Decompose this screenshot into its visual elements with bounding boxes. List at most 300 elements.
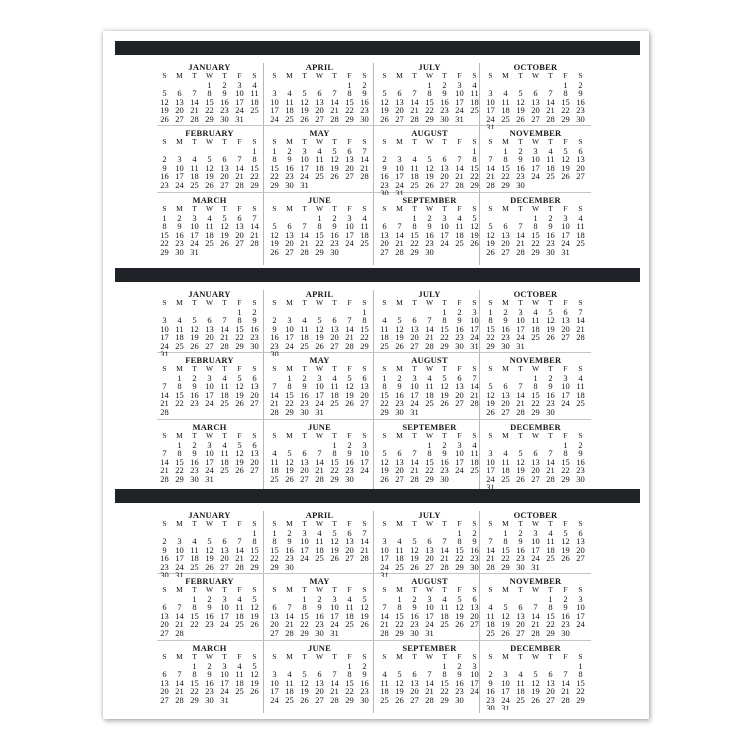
month-name: OCTOBER <box>513 290 558 299</box>
day: 15 <box>561 96 570 107</box>
day: 1 <box>503 527 508 538</box>
day: 27 <box>250 398 259 408</box>
day: 25 <box>315 553 324 563</box>
month-june <box>267 423 372 489</box>
day: 8 <box>412 221 417 231</box>
day: 26 <box>300 694 309 705</box>
weekday-header: S <box>488 519 493 528</box>
day: 14 <box>516 389 525 400</box>
day-grid <box>157 586 262 637</box>
day: 29 <box>561 473 570 484</box>
day: 23 <box>440 465 449 475</box>
weekday-header: M <box>502 431 509 440</box>
day: 4 <box>272 448 277 458</box>
day: 25 <box>360 238 369 248</box>
day: 13 <box>175 96 184 107</box>
day-grid <box>157 138 262 189</box>
weekday-header: T <box>222 298 227 307</box>
weekday-header: F <box>563 364 568 373</box>
day: 6 <box>317 669 322 679</box>
month-name: APRIL <box>305 511 334 520</box>
weekday-header: M <box>286 298 293 307</box>
day: 16 <box>395 389 404 400</box>
day: 26 <box>531 694 540 705</box>
day: 13 <box>205 323 214 334</box>
day: 10 <box>315 381 324 391</box>
weekday-header: T <box>548 519 553 528</box>
weekday-header: W <box>425 585 434 594</box>
day: 11 <box>205 221 214 231</box>
day: 21 <box>235 553 244 563</box>
day: 12 <box>360 602 369 612</box>
day: 2 <box>518 527 523 538</box>
day: 26 <box>440 398 449 408</box>
month-name: FEBRUARY <box>185 577 234 586</box>
day: 16 <box>470 544 479 555</box>
day: 2 <box>362 660 367 671</box>
day: 13 <box>315 677 324 688</box>
day: 2 <box>272 315 277 325</box>
day: 20 <box>235 229 244 240</box>
day: 23 <box>360 686 369 696</box>
day: 13 <box>360 381 369 391</box>
day: 17 <box>410 389 419 400</box>
weekday-header: F <box>347 431 352 440</box>
day: 7 <box>177 602 182 612</box>
day: 31 <box>531 561 540 572</box>
weekday-header: T <box>518 519 523 528</box>
day: 22 <box>330 465 339 475</box>
day: 13 <box>531 456 540 467</box>
day: 26 <box>380 473 389 484</box>
weekday-header: S <box>252 364 257 373</box>
day: 7 <box>488 536 493 546</box>
day: 18 <box>576 229 585 240</box>
day: 1 <box>488 306 493 317</box>
day: 19 <box>561 162 570 173</box>
day: 28 <box>395 246 404 257</box>
day: 29 <box>330 473 339 484</box>
weekday-header: W <box>531 298 540 307</box>
day: 22 <box>486 332 495 342</box>
weekday-header: S <box>578 204 583 213</box>
weekday-header: S <box>472 204 477 213</box>
weekday-header: T <box>412 519 417 528</box>
day: 16 <box>190 456 199 467</box>
day: 5 <box>287 448 292 458</box>
weekday-header: S <box>162 652 167 661</box>
weekday-header: T <box>412 298 417 307</box>
day: 28 <box>531 627 540 638</box>
weekday-header: S <box>252 204 257 213</box>
day: 23 <box>220 105 229 115</box>
day: 1 <box>397 593 402 604</box>
day: 21 <box>531 619 540 629</box>
month-april <box>267 63 372 129</box>
day: 19 <box>270 238 279 248</box>
day: 2 <box>382 154 387 164</box>
day: 25 <box>501 473 510 484</box>
day: 10 <box>160 323 169 334</box>
day: 8 <box>317 221 322 231</box>
day: 31 <box>561 246 570 257</box>
day: 3 <box>237 79 242 90</box>
day: 15 <box>546 610 555 621</box>
weekday-header: T <box>518 652 523 661</box>
month-august <box>377 356 482 422</box>
month-name: SEPTEMBER <box>402 196 457 205</box>
day: 21 <box>486 171 495 181</box>
day: 13 <box>501 229 510 240</box>
weekday-header: F <box>347 364 352 373</box>
day: 25 <box>486 627 495 638</box>
day: 1 <box>412 212 417 223</box>
day: 30 <box>330 246 339 257</box>
day: 24 <box>531 171 540 181</box>
weekday-header: M <box>286 137 293 146</box>
day: 22 <box>470 171 479 181</box>
day: 22 <box>315 238 324 248</box>
day: 7 <box>237 154 242 164</box>
day: 21 <box>285 619 294 629</box>
day: 5 <box>442 372 447 383</box>
day: 20 <box>315 105 324 115</box>
day: 19 <box>345 389 354 400</box>
month-name: OCTOBER <box>513 511 558 520</box>
day: 27 <box>235 238 244 248</box>
day: 5 <box>332 145 337 156</box>
weekday-header: T <box>518 137 523 146</box>
day: 25 <box>440 619 449 629</box>
day: 28 <box>576 332 585 342</box>
weekday-header: F <box>237 652 242 661</box>
month-name: APRIL <box>305 290 334 299</box>
weekday-header: T <box>222 204 227 213</box>
day: 20 <box>220 171 229 181</box>
day: 22 <box>250 171 259 181</box>
weekday-header: S <box>252 71 257 80</box>
day: 24 <box>235 105 244 115</box>
day: 25 <box>516 694 525 705</box>
day: 15 <box>270 162 279 173</box>
weekday-header: T <box>518 431 523 440</box>
day: 1 <box>332 439 337 450</box>
weekday-header: F <box>347 137 352 146</box>
month-name: MAY <box>309 129 330 138</box>
day: 3 <box>563 212 568 223</box>
day: 21 <box>360 162 369 173</box>
day: 21 <box>470 389 479 400</box>
day: 28 <box>250 238 259 248</box>
day: 5 <box>563 527 568 538</box>
day-grid <box>267 520 372 571</box>
weekday-header: T <box>518 71 523 80</box>
month-june <box>267 196 372 262</box>
day: 15 <box>175 389 184 400</box>
day: 28 <box>561 694 570 705</box>
weekday-header: T <box>412 431 417 440</box>
weekday-header: S <box>162 585 167 594</box>
day: 23 <box>470 553 479 563</box>
day: 17 <box>486 105 495 115</box>
weekday-header: S <box>472 137 477 146</box>
day: 30 <box>425 246 434 257</box>
day: 4 <box>192 536 197 546</box>
day: 16 <box>486 686 495 696</box>
day: 5 <box>302 669 307 679</box>
day: 29 <box>486 340 495 351</box>
day: 29 <box>501 561 510 572</box>
day: 2 <box>222 79 227 90</box>
day: 13 <box>235 221 244 231</box>
weekday-header: T <box>332 204 337 213</box>
day: 11 <box>576 381 585 391</box>
day: 9 <box>578 88 583 98</box>
day: 6 <box>207 315 212 325</box>
day: 28 <box>315 473 324 484</box>
day-grid <box>483 653 588 710</box>
day-grid <box>267 205 372 256</box>
day: 2 <box>347 439 352 450</box>
day: 27 <box>531 473 540 484</box>
day: 10 <box>380 544 389 555</box>
day-grid <box>267 432 372 483</box>
month-december <box>483 196 588 262</box>
day: 4 <box>578 212 583 223</box>
month-name: MAY <box>309 577 330 586</box>
day: 12 <box>561 154 570 164</box>
weekday-header: M <box>286 585 293 594</box>
day: 23 <box>205 686 214 696</box>
weekday-header: F <box>237 298 242 307</box>
day: 15 <box>395 610 404 621</box>
day: 3 <box>457 439 462 450</box>
day: 14 <box>455 162 464 173</box>
day: 20 <box>531 105 540 115</box>
weekday-header: T <box>302 652 307 661</box>
day: 22 <box>190 619 199 629</box>
weekday-header: F <box>237 431 242 440</box>
day: 6 <box>397 448 402 458</box>
day: 1 <box>427 439 432 450</box>
day: 26 <box>285 473 294 484</box>
day: 15 <box>190 610 199 621</box>
day: 16 <box>250 323 259 334</box>
weekday-header: W <box>205 585 214 594</box>
weekday-header: T <box>222 364 227 373</box>
day: 5 <box>397 315 402 325</box>
day: 11 <box>516 677 525 688</box>
day: 25 <box>546 553 555 563</box>
day: 31 <box>330 627 339 638</box>
day: 9 <box>252 315 257 325</box>
day: 14 <box>531 610 540 621</box>
weekday-header: T <box>192 204 197 213</box>
day: 4 <box>472 439 477 450</box>
weekday-header: S <box>272 137 277 146</box>
day: 24 <box>330 619 339 629</box>
weekday-header: W <box>315 298 324 307</box>
day: 15 <box>285 389 294 400</box>
day: 28 <box>425 694 434 705</box>
weekday-header: S <box>578 585 583 594</box>
day: 25 <box>205 238 214 248</box>
weekday-header: M <box>286 519 293 528</box>
day: 10 <box>455 88 464 98</box>
weekday-header: W <box>531 204 540 213</box>
day: 25 <box>410 179 419 190</box>
day: 4 <box>287 669 292 679</box>
day-grid <box>267 72 372 123</box>
day: 4 <box>533 306 538 317</box>
day: 4 <box>252 79 257 90</box>
day: 18 <box>220 456 229 467</box>
day: 28 <box>486 179 495 190</box>
day: 29 <box>345 694 354 705</box>
day: 16 <box>455 677 464 688</box>
day: 3 <box>272 669 277 679</box>
day: 21 <box>345 332 354 342</box>
day: 14 <box>285 610 294 621</box>
month-august <box>377 577 482 643</box>
day: 27 <box>175 113 184 124</box>
weekday-header: S <box>578 364 583 373</box>
day: 16 <box>300 389 309 400</box>
day: 19 <box>235 456 244 467</box>
weekday-header: W <box>315 519 324 528</box>
day: 26 <box>300 113 309 124</box>
day-grid <box>483 520 588 571</box>
day: 21 <box>330 105 339 115</box>
day: 14 <box>410 456 419 467</box>
day: 4 <box>222 372 227 383</box>
day: 4 <box>317 527 322 538</box>
day: 31 <box>160 349 169 356</box>
day: 11 <box>380 677 389 688</box>
weekday-header: S <box>578 519 583 528</box>
day: 1 <box>578 660 583 671</box>
day: 26 <box>345 398 354 408</box>
weekday-header: M <box>502 519 509 528</box>
month-february <box>157 129 262 195</box>
day: 30 <box>486 703 495 710</box>
day: 28 <box>360 171 369 181</box>
day: 18 <box>360 229 369 240</box>
day: 27 <box>250 465 259 475</box>
day-grid <box>377 520 482 577</box>
day: 28 <box>345 340 354 351</box>
month-name: AUGUST <box>411 356 448 365</box>
day: 22 <box>160 238 169 248</box>
weekday-header: W <box>531 71 540 80</box>
day: 14 <box>235 544 244 555</box>
day: 2 <box>442 79 447 90</box>
day: 15 <box>205 96 214 107</box>
day: 12 <box>190 323 199 334</box>
day: 28 <box>160 473 169 484</box>
day: 14 <box>561 677 570 688</box>
day: 27 <box>315 694 324 705</box>
weekday-header: F <box>237 519 242 528</box>
day: 29 <box>440 340 449 351</box>
day: 29 <box>315 246 324 257</box>
day: 17 <box>455 456 464 467</box>
day: 13 <box>470 602 479 612</box>
day-grid <box>377 432 482 483</box>
day: 6 <box>287 221 292 231</box>
day-grid <box>483 299 588 350</box>
weekday-header: T <box>412 585 417 594</box>
day: 17 <box>516 323 525 334</box>
day: 11 <box>250 88 259 98</box>
day: 20 <box>380 238 389 248</box>
day: 23 <box>330 238 339 248</box>
month-name: JULY <box>418 511 441 520</box>
day: 22 <box>425 465 434 475</box>
day: 10 <box>455 448 464 458</box>
day: 21 <box>270 398 279 408</box>
weekday-header: S <box>272 71 277 80</box>
day: 10 <box>205 381 214 391</box>
day: 23 <box>455 686 464 696</box>
weekday-header: T <box>548 71 553 80</box>
day: 30 <box>190 473 199 484</box>
weekday-header: T <box>518 585 523 594</box>
day: 7 <box>412 88 417 98</box>
day: 24 <box>486 473 495 484</box>
day: 27 <box>470 619 479 629</box>
day: 8 <box>347 88 352 98</box>
day: 4 <box>347 593 352 604</box>
weekday-header: S <box>488 137 493 146</box>
month-december <box>483 423 588 489</box>
day: 29 <box>205 113 214 124</box>
day: 28 <box>360 553 369 563</box>
day: 27 <box>410 340 419 351</box>
day: 21 <box>315 465 324 475</box>
day: 30 <box>345 473 354 484</box>
day: 18 <box>380 332 389 342</box>
day: 22 <box>425 105 434 115</box>
day: 3 <box>272 88 277 98</box>
weekday-header: S <box>382 652 387 661</box>
month-name: DECEMBER <box>510 196 561 205</box>
day: 10 <box>440 221 449 231</box>
day: 16 <box>220 96 229 107</box>
day: 12 <box>285 456 294 467</box>
day: 16 <box>360 677 369 688</box>
day: 23 <box>160 179 169 190</box>
day: 20 <box>345 544 354 555</box>
day: 9 <box>272 323 277 334</box>
day: 10 <box>486 96 495 107</box>
day: 6 <box>578 527 583 538</box>
weekday-header: S <box>382 431 387 440</box>
day: 27 <box>345 171 354 181</box>
day: 5 <box>237 439 242 450</box>
day: 29 <box>190 694 199 705</box>
day: 19 <box>380 465 389 475</box>
weekday-header: F <box>347 585 352 594</box>
day: 15 <box>270 544 279 555</box>
day: 14 <box>270 389 279 400</box>
day: 2 <box>192 372 197 383</box>
month-name: SEPTEMBER <box>402 644 457 653</box>
day-grid <box>267 586 372 637</box>
day: 13 <box>160 677 169 688</box>
weekday-header: M <box>396 652 403 661</box>
day: 21 <box>425 332 434 342</box>
